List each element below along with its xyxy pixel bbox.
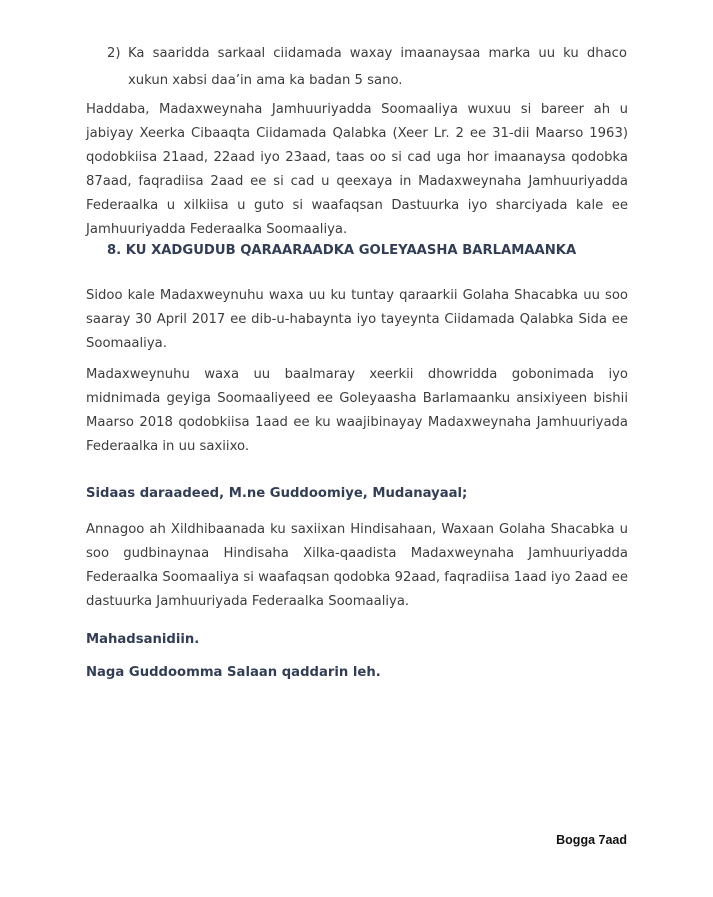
- list-number: 2): [107, 46, 121, 61]
- signoff-line: Naga Guddoomma Salaan qaddarin leh.: [86, 665, 381, 680]
- paragraph-madaxweynuhu: Madaxweynuhu waxa uu baalmaray xeerkii dhowridda gobonimada iyo midnimada geyiga Soomaaliyeed ee Goleyaasha Barlamaanku ansixiyeen bishii Maarso 2018 qodobkiisa 1aad ee ku waajibinayay Madaxweynaha Jamhuuriyada Federaalka in uu saxiixo.: [86, 367, 628, 454]
- paragraph-annagoo: Annagoo ah Xildhibaanada ku saxiixan Hindisahaan, Waxaan Golaha Shacabka u soo gudbinaynaa Hindisaha Xilka-qaadista Madaxweynaha Jamhuuriyadda Federaalka Soomaaliya si waafaqsan qodobka 92aad, faqradiisa 1aad iyo 2aad ee dastuurka Jamhuuriyada Federaalka Soomaaliya.: [86, 522, 628, 609]
- section-8-heading: 8. KU XADGUDUB QARAARAADKA GOLEYAASHA BARLAMAANKA: [107, 243, 577, 258]
- list-item-text: Ka saaridda sarkaal ciidamada waxay imaanaysaa marka uu ku dhaco xukun xabsi daa’in ama ka badan 5 sano.: [128, 46, 627, 88]
- thanks-line: Mahadsanidiin.: [86, 632, 200, 647]
- paragraph-sidoo-kale: Sidoo kale Madaxweynuhu waxa uu ku tuntay qaraarkii Golaha Shacabka uu soo saaray 30 April 2017 ee dib-u-habaynta iyo tayeynta Ciidamada Qalabka Sida ee Soomaaliya.: [86, 288, 628, 351]
- page-number: Bogga 7aad: [556, 833, 627, 847]
- salutation: Sidaas daraadeed, M.ne Guddoomiye, Mudanayaal;: [86, 486, 468, 501]
- paragraph-haddaba: Haddaba, Madaxweynaha Jamhuuriyadda Soomaaliya wuxuu si bareer ah u jabiyay Xeerka Cibaaqta Ciidamada Qalabka (Xeer Lr. 2 ee 31-dii Maarso 1963) qodobkiisa 21aad, 22aad iyo 23aad, taas oo si cad uga hor imaanaysa qodobka 87aad, faqradiisa 2aad ee si cad u qeexaya in Madaxweynaha Jamhuuriyadda Federaalka u xilkiisa u guto si waafaqsan Dastuurka iyo sharciyada kale ee Jamhuuriyadda Federaalka Soomaaliya.: [86, 102, 628, 237]
- list-item-2: [107, 40, 627, 94]
